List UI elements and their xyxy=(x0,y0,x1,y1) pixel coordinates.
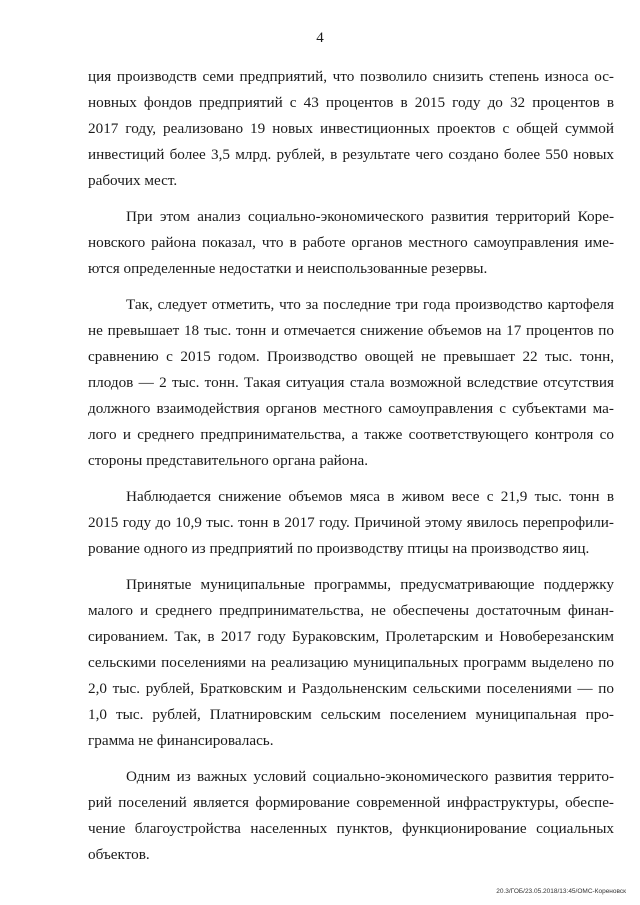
paragraph-3 xyxy=(88,292,614,474)
text-line: сельскими поселениями на реализацию муниципальных программ выделено по xyxy=(88,654,614,671)
text-line: инвестиций более 3,5 млрд. рублей, в результате чего создано более 550 новых xyxy=(88,146,614,163)
text-line: 2017 году, реализовано 19 новых инвестиционных проектов с общей суммой xyxy=(88,120,614,137)
paragraph-1 xyxy=(88,64,614,194)
text-line: малого и среднего предпринимательства, не обеспечены достаточным финан- xyxy=(88,602,614,619)
text-line: чение благоустройства населенных пунктов, функционирование социальных xyxy=(88,820,614,837)
text-line: грамма не финансировалась. xyxy=(88,732,274,749)
page-number: 4 xyxy=(316,30,324,46)
text-line: не превышает 18 тыс. тонн и отмечается снижение объемов на 17 процентов по xyxy=(88,322,614,339)
paragraph-6 xyxy=(88,764,614,868)
document-body xyxy=(88,64,614,868)
text-line: Так, следует отметить, что за последние три года производство картофеля xyxy=(126,296,614,313)
text-line: сированием. Так, в 2017 году Бураковским, Пролетарским и Новоберезанским xyxy=(88,628,614,645)
paragraph-5 xyxy=(88,572,614,754)
text-line: ются определенные недостатки и неиспользованные резервы. xyxy=(88,260,488,277)
text-line: рий поселений является формирование современной инфраструктуры, обеспе- xyxy=(88,794,614,811)
text-line: должного взаимодействия органов местного самоуправления с субъектами ма- xyxy=(88,400,614,417)
text-line: рование одного из предприятий по производству птицы на производство яиц. xyxy=(88,540,590,557)
text-line: 2015 году до 10,9 тыс. тонн в 2017 году. Причиной этому явилось перепрофили- xyxy=(88,514,614,531)
text-line: объектов. xyxy=(88,846,150,863)
text-line: Одним из важных условий социально-экономического развития террито- xyxy=(126,768,614,785)
text-line: новского района показал, что в работе органов местного самоуправления име- xyxy=(88,234,614,251)
text-line: сравнению с 2015 годом. Производство овощей не превышает 22 тыс. тонн, xyxy=(88,348,614,365)
text-line: 1,0 тыс. рублей, Платнировским сельским поселением муниципальная про- xyxy=(88,706,614,723)
text-line: При этом анализ социально-экономического развития территорий Коре- xyxy=(126,208,614,225)
text-line: новных фондов предприятий с 43 процентов в 2015 году до 32 процентов в xyxy=(88,94,614,111)
paragraph-4 xyxy=(88,484,614,562)
paragraph-2 xyxy=(88,204,614,282)
document-stamp: 20.3/ГОБ/23.05.2018/13:45/ОМС-Кореновск xyxy=(496,888,626,895)
text-line: стороны представительного органа района. xyxy=(88,452,369,469)
text-line: рабочих мест. xyxy=(88,172,178,189)
text-line: Наблюдается снижение объемов мяса в живом весе с 21,9 тыс. тонн в xyxy=(126,488,614,505)
text-line: Принятые муниципальные программы, предусматривающие поддержку xyxy=(126,576,614,593)
text-line: плодов — 2 тыс. тонн. Такая ситуация стала возможной вследствие отсутствия xyxy=(88,374,614,391)
text-line: ция производств семи предприятий, что позволило снизить степень износа ос- xyxy=(88,68,614,85)
text-line: 2,0 тыс. рублей, Братковским и Раздольненским сельскими поселениями — по xyxy=(88,680,614,697)
text-line: лого и среднего предпринимательства, а также соответствующего контроля со xyxy=(88,426,614,443)
